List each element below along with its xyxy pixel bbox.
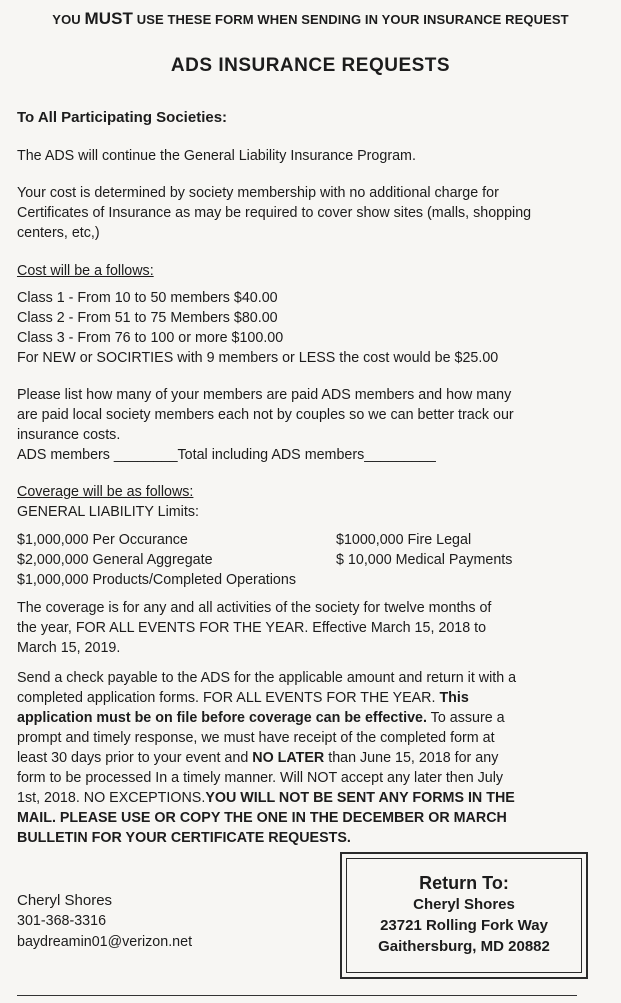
contact-email: baydreamin01@verizon.net xyxy=(17,934,193,950)
instructions-line: Send a check payable to the ADS for the applicable amount and return it with a xyxy=(17,670,517,686)
coverage-limit-left: $2,000,000 General Aggregate xyxy=(17,552,213,568)
cost-note-line: Certificates of Insurance as may be required to cover show sites (malls, shopping xyxy=(17,205,532,221)
cost-note xyxy=(17,183,607,243)
bottom-rule xyxy=(17,995,577,996)
members-note-line: insurance costs. xyxy=(17,427,121,443)
coverage-heading: Coverage will be as follows: xyxy=(17,484,194,500)
contact-name: Cheryl Shores xyxy=(17,892,113,909)
instructions-bold: This xyxy=(439,690,469,706)
coverage-limit-right: $1000,000 Fire Legal xyxy=(336,532,472,548)
coverage-limit-left: $1,000,000 Products/Completed Operations xyxy=(17,572,296,588)
coverage-section xyxy=(17,482,607,522)
instructions-text: completed application forms. FOR ALL EVENTS FOR THE YEAR. xyxy=(17,690,440,706)
return-to-box-inner xyxy=(346,858,582,973)
cost-class-line: Class 3 - From 76 to 100 or more $100.00 xyxy=(17,330,284,346)
cost-class-line: For NEW or SOCIRTIES with 9 members or LESS the cost would be $25.00 xyxy=(17,350,499,366)
coverage-period-line: the year, FOR ALL EVENTS FOR THE YEAR. Effective March 15, 2018 to xyxy=(17,620,487,636)
instructions-text: than June 15, 2018 for any xyxy=(324,750,499,766)
cost-note-line: centers, etc,) xyxy=(17,225,100,241)
return-to-title: Return To: xyxy=(419,873,509,893)
instructions-text: To assure a xyxy=(426,710,505,726)
instructions-line xyxy=(17,708,597,728)
instructions-line xyxy=(17,748,597,768)
coverage-limit-left: $1,000,000 Per Occurance xyxy=(17,532,188,548)
cost-heading: Cost will be a follows: xyxy=(17,263,154,279)
coverage-subheading: GENERAL LIABILITY Limits: xyxy=(17,504,199,520)
coverage-period-line: The coverage is for any and all activities of the society for twelve months of xyxy=(17,600,492,616)
coverage-period-line: March 15, 2019. xyxy=(17,640,121,656)
return-to-street: 23721 Rolling Fork Way xyxy=(380,917,548,934)
contact-block xyxy=(17,890,192,953)
members-fields-line: ADS members ________Total including ADS members_________ xyxy=(17,447,436,463)
return-to-city: Gaithersburg, MD 20882 xyxy=(378,938,550,955)
page-title: ADS INSURANCE REQUESTS xyxy=(170,55,451,76)
coverage-limit-right: $ 10,000 Medical Payments xyxy=(336,552,513,568)
instructions-line: form to be processed In a timely manner. Will NOT accept any later then July xyxy=(17,770,504,786)
cost-class-line: Class 2 - From 51 to 75 Members $80.00 xyxy=(17,310,278,326)
cost-note-line: Your cost is determined by society membership with no additional charge for xyxy=(17,185,499,201)
instructions-bold: YOU WILL NOT BE SENT ANY FORMS IN THE xyxy=(205,790,515,806)
return-to-box xyxy=(340,852,588,979)
instructions-text: 1st, 2018. NO EXCEPTIONS. xyxy=(17,790,206,806)
banner-suffix: USE THESE FORM WHEN SENDING IN YOUR INSURANCE REQUEST xyxy=(133,12,569,27)
cost-section xyxy=(17,261,607,368)
banner-emphasis: MUST xyxy=(84,9,134,28)
instructions-text: least 30 days prior to your event and xyxy=(17,750,253,766)
banner-prefix: YOU xyxy=(52,12,85,27)
instructions-bold: application must be on file before coverage can be effective. xyxy=(17,710,427,726)
intro-text: The ADS will continue the General Liability Insurance Program. xyxy=(17,148,416,164)
members-note-line: Please list how many of your members are paid ADS members and how many xyxy=(17,387,512,403)
instructions-line: BULLETIN FOR YOUR CERTIFICATE REQUESTS. xyxy=(17,830,351,846)
members-note-line: are paid local society members each not by couples so we can better track our xyxy=(17,407,514,423)
instructions-line xyxy=(17,688,597,708)
instructions-bold: NO LATER xyxy=(252,750,325,766)
instructions-line: MAIL. PLEASE USE OR COPY THE ONE IN THE DECEMBER OR MARCH xyxy=(17,810,507,826)
salutation: To All Participating Societies: xyxy=(17,109,228,126)
cost-class-line: Class 1 - From 10 to 50 members $40.00 xyxy=(17,290,278,306)
instructions xyxy=(17,668,597,848)
coverage-period xyxy=(17,598,592,658)
members-note xyxy=(17,385,607,465)
instructions-line: prompt and timely response, we must have receipt of the completed form at xyxy=(17,730,495,746)
top-banner xyxy=(0,9,621,29)
return-to-name: Cheryl Shores xyxy=(413,896,515,913)
instructions-line xyxy=(17,788,597,808)
contact-phone: 301-368-3316 xyxy=(17,913,107,929)
